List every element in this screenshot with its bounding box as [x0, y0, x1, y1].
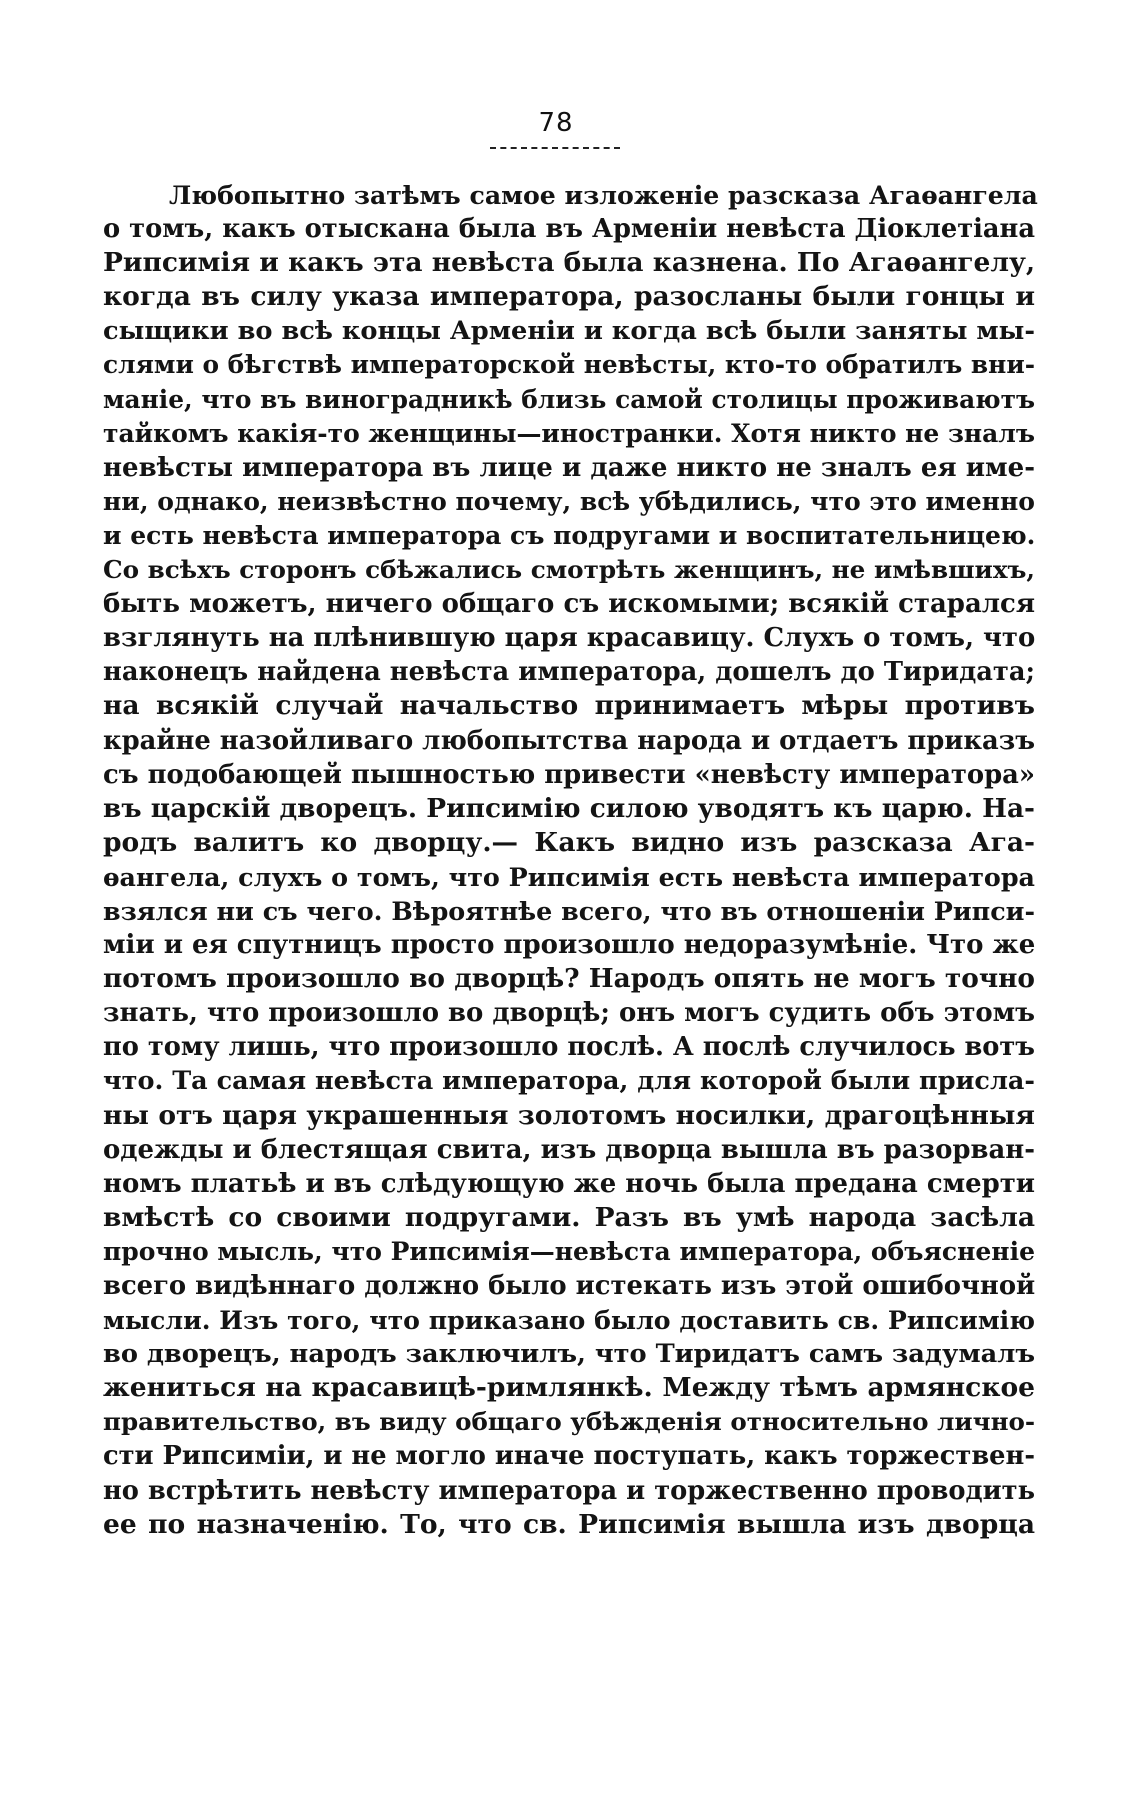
page-number: 78: [538, 108, 574, 138]
text-line: о томъ, какъ отыскана была въ Арменіи невѣста Діоклетіана: [103, 214, 1035, 245]
text-line: ее по назначенію. То, что св. Рипсимія вышла изъ дворца: [103, 1508, 1035, 1540]
text-line: когда въ силу указа императора, разосланы были гонцы и: [103, 281, 1035, 313]
text-line: въ царскій дворецъ. Рипсимію силою уводятъ къ царю. На-: [103, 792, 1035, 824]
text-line: Со всѣхъ сторонъ сбѣжались смотрѣть женщинъ, не имѣвшихъ,: [103, 555, 1035, 585]
text-line: мысли. Изъ того, что приказано было доставить св. Рипсимію: [103, 1305, 1035, 1336]
text-line: и есть невѣста императора съ подругами и воспитательницею.: [103, 520, 1036, 550]
text-line: быть можетъ, ничего общаго съ искомыми; всякій старался: [103, 589, 1035, 620]
text-line: одежды и блестящая свита, изъ дворца вышла въ разорван-: [103, 1134, 1035, 1165]
text-line: что. Та самая невѣста императора, для которой были присла-: [103, 1066, 1035, 1097]
text-line: Рипсимія и какъ эта невѣста была казнена. По Агаѳангелу,: [103, 247, 1036, 279]
text-line: Любопытно затѣмъ самое изложеніе разсказа Агаѳангела: [169, 180, 1038, 210]
text-line: тайкомъ какія-то женщины—иностранки. Хотя никто не зналъ: [103, 418, 1036, 448]
text-line: родъ валитъ ко дворцу.— Какъ видно изъ разсказа Ага-: [103, 826, 1035, 858]
text-line: сти Рипсиміи, и не могло иначе поступать, какъ торжествен-: [103, 1441, 1035, 1472]
text-line: во дворецъ, народъ заключилъ, что Тиридатъ самъ задумалъ: [103, 1339, 1036, 1370]
text-line: съ подобающей пышностью привести «невѣсту императора»: [103, 759, 1035, 790]
text-line: ни, однако, неизвѣстно почему, всѣ убѣдились, что это именно: [103, 486, 1035, 516]
text-line: на всякій случай начальство принимаетъ мѣры противъ: [103, 690, 1035, 722]
text-line: ѳангела, слухъ о томъ, что Рипсимія есть невѣста императора: [103, 861, 1035, 892]
text-line: взялся ни съ чего. Вѣроятнѣе всего, что въ отношеніи Рипси-: [103, 895, 1035, 926]
text-line: по тому лишь, что произошло послѣ. А послѣ случилось вотъ: [103, 1032, 1035, 1063]
text-line: жениться на красавицѣ-римлянкѣ. Между тѣмъ армянское: [103, 1372, 1035, 1404]
text-line: слями о бѣгствѣ императорской невѣсты, кто-то обратилъ вни-: [103, 350, 1035, 380]
text-line: но встрѣтить невѣсту императора и торжественно проводить: [103, 1475, 1035, 1506]
text-line: правительство, въ виду общаго убѣжденія относительно лично-: [103, 1407, 1036, 1437]
text-line: крайне назойливаго любопытства народа и отдаетъ приказъ: [103, 725, 1036, 756]
text-line: взглянуть на плѣнившую царя красавицу. Слухъ о томъ, что: [103, 623, 1036, 654]
text-line: невѣсты императора въ лице и даже никто не зналъ ея име-: [103, 452, 1035, 483]
text-line: прочно мысль, что Рипсимія—невѣста императора, объясненіе: [103, 1236, 1035, 1266]
text-line: наконецъ найдена невѣста императора, дошелъ до Тиридата;: [103, 657, 1035, 688]
text-line: потомъ произошло во дворцѣ? Народъ опять не могъ точно: [103, 963, 1035, 995]
body-text: [103, 178, 1038, 1542]
text-line: вмѣстѣ со своими подругами. Разъ въ умѣ народа засѣла: [103, 1201, 1035, 1233]
text-line: сыщики во всѣ концы Арменіи и когда всѣ были заняты мы-: [103, 316, 1035, 347]
text-line: всего видѣннаго должно было истекать изъ этой ошибочной: [103, 1271, 1036, 1301]
text-line: маніе, что въ виноградникѣ близь самой столицы проживаютъ: [103, 384, 1035, 414]
header-rule: [490, 147, 620, 149]
text-line: знать, что произошло во дворцѣ; онъ могъ судить объ этомъ: [103, 998, 1036, 1029]
text-line: міи и ея спутницъ просто произошло недоразумѣніе. Что же: [103, 930, 1036, 961]
text-line: номъ платьѣ и въ слѣдующую же ночь была предана смерти: [103, 1168, 1035, 1199]
text-line: ны отъ царя украшенныя золотомъ носилки, драгоцѣнныя: [103, 1099, 1035, 1131]
